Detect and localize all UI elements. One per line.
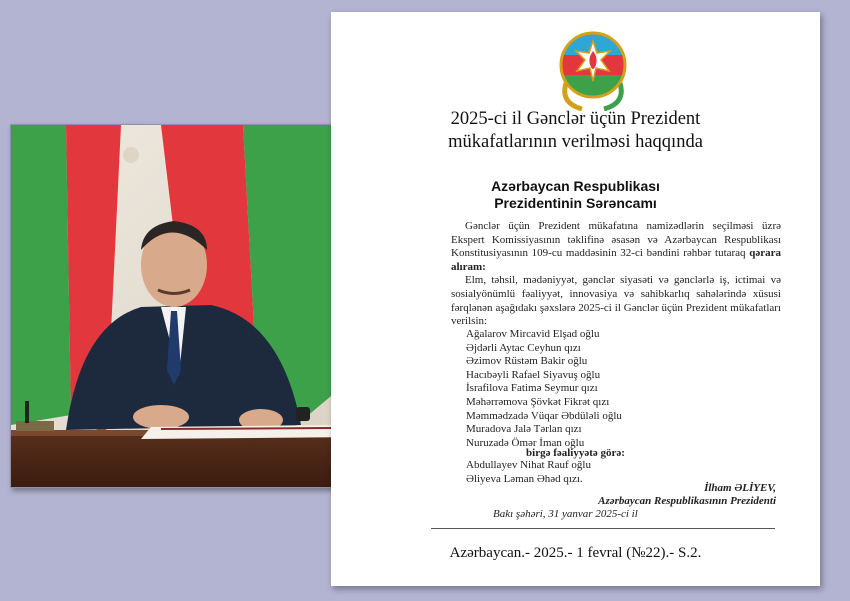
source-citation: Azərbaycan.- 2025.- 1 fevral (№22).- S.2. <box>449 545 702 561</box>
document-subtitle <box>331 178 820 212</box>
decree-body <box>451 220 781 329</box>
place-date: Bakı şəhəri, 31 yanvar 2025-ci il <box>493 508 638 520</box>
desk-item <box>16 421 54 431</box>
subtitle-line-2: Prezidentinin Sərəncamı <box>494 195 657 211</box>
document-page <box>331 12 820 586</box>
subtitle-line-1: Azərbaycan Respublikası <box>491 178 660 194</box>
list-item: Əzimov Rüstəm Bakir oğlu <box>466 355 588 368</box>
list-item: Məmmədzadə Vüqar Əbdüləli oğlu <box>466 409 622 422</box>
signature-title: Azərbaycan Respublikasının Prezidenti <box>598 494 776 507</box>
divider <box>431 528 775 529</box>
signature-block <box>598 482 776 507</box>
list-item: Əjdərli Aytac Ceyhun qızı <box>466 341 581 354</box>
joint-activity-heading: birgə fəaliyyətə görə: <box>526 447 625 459</box>
list-item: Muradova Jalə Tərlan qızı <box>466 423 582 436</box>
signature-name: İlham ƏLİYEV, <box>704 482 776 494</box>
decree-paragraph-2: Elm, təhsil, mədəniyyət, gənclər siyasəti və gənclərlə iş, ictimai və sosialyönümlü fəaliyyət, innovasiya və sahibkarlıq sahələrində xüsusi fərqlənən aşağıdakı şəxslərə 2025-ci il Gənclər üçün Prezident mükafatları verilsin: <box>451 274 781 328</box>
decree-paragraph-1 <box>451 220 781 274</box>
paragraph-1-text: Gənclər üçün Prezident mükafatına namizədlərin seçilməsi üzrə Ekspert Komissiyasının təklifinə əsasən və Azərbaycan Respublikası Konstitusiyasının 109-cu maddəsinin 32-ci bəndini rəhbər tutaraq <box>451 220 781 260</box>
list-item: Nuruzadə Ömər İman oğlu <box>466 436 585 449</box>
list-item: Abdullayev Nihat Rauf oğlu <box>466 459 591 471</box>
list-item: İsrafilova Fatimə Seymur qızı <box>466 382 598 395</box>
list-item: Əliyeva Ləman Əhəd qızı. <box>466 472 583 485</box>
list-item: Ağalarov Mircavid Elşad oğlu <box>466 328 600 340</box>
list-item: Hacıbəyli Rafael Siyavuş oğlu <box>466 368 601 381</box>
state-emblem-icon <box>556 25 630 111</box>
list-item: Məhərrəmova Şövkət Fikrət qızı <box>466 395 610 408</box>
awardee-list <box>466 328 766 450</box>
headline-line-1: 2025-ci il Gənclər üçün Prezident <box>450 109 701 129</box>
document-headline <box>331 108 820 154</box>
headline-line-2: mükafatlarının verilməsi haqqında <box>448 132 703 152</box>
paragraph-1-bold: qərara alıram: <box>451 247 781 273</box>
